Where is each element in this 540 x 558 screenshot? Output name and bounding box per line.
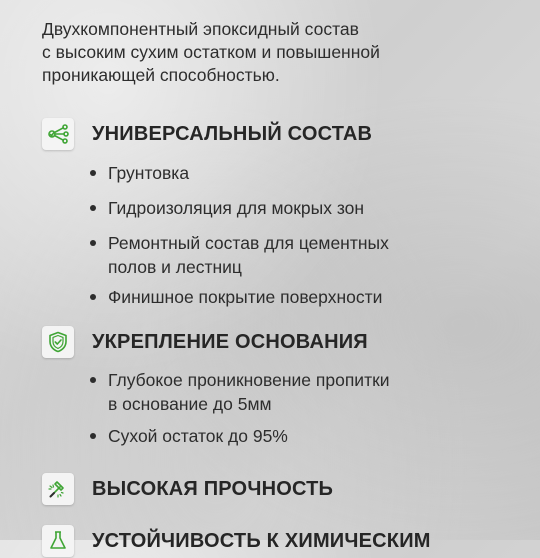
shield-check-icon <box>42 326 74 358</box>
bullet-list <box>90 161 389 320</box>
flask-icon <box>42 525 74 557</box>
list-item: Глубокое проникновение пропитки в основание до 5мм <box>90 368 390 416</box>
intro-line: с высоким сухим остатком и повышенной <box>42 42 380 62</box>
section-strengthening <box>42 325 522 446</box>
section-header <box>42 524 522 558</box>
list-item: Грунтовка <box>90 161 389 185</box>
hammer-impact-icon <box>42 473 74 505</box>
section-title: УКРЕПЛЕНИЕ ОСНОВАНИЯ <box>92 330 368 353</box>
bullet-list <box>90 368 390 459</box>
intro-text <box>42 18 512 87</box>
intro-line: проникающей способностью. <box>42 65 280 85</box>
intro-line: Двухкомпонентный эпоксидный состав <box>42 19 359 39</box>
network-nodes-icon <box>42 118 74 150</box>
section-strength <box>42 472 522 506</box>
section-title: ВЫСОКАЯ ПРОЧНОСТЬ <box>92 477 334 500</box>
section-header <box>42 325 522 359</box>
section-universal <box>42 117 522 307</box>
section-header <box>42 472 522 506</box>
list-item: Финишное покрытие поверхности <box>90 285 389 309</box>
section-title: УСТОЙЧИВОСТЬ К ХИМИЧЕСКИМ <box>92 529 431 552</box>
section-header <box>42 117 522 151</box>
list-item: Гидроизоляция для мокрых зон <box>90 196 389 220</box>
section-chemical-resistance <box>42 524 522 558</box>
section-title: УНИВЕРСАЛЬНЫЙ СОСТАВ <box>92 122 373 145</box>
list-item: Ремонтный состав для цементных полов и лестниц <box>90 231 389 279</box>
list-item: Сухой остаток до 95% <box>90 424 390 448</box>
